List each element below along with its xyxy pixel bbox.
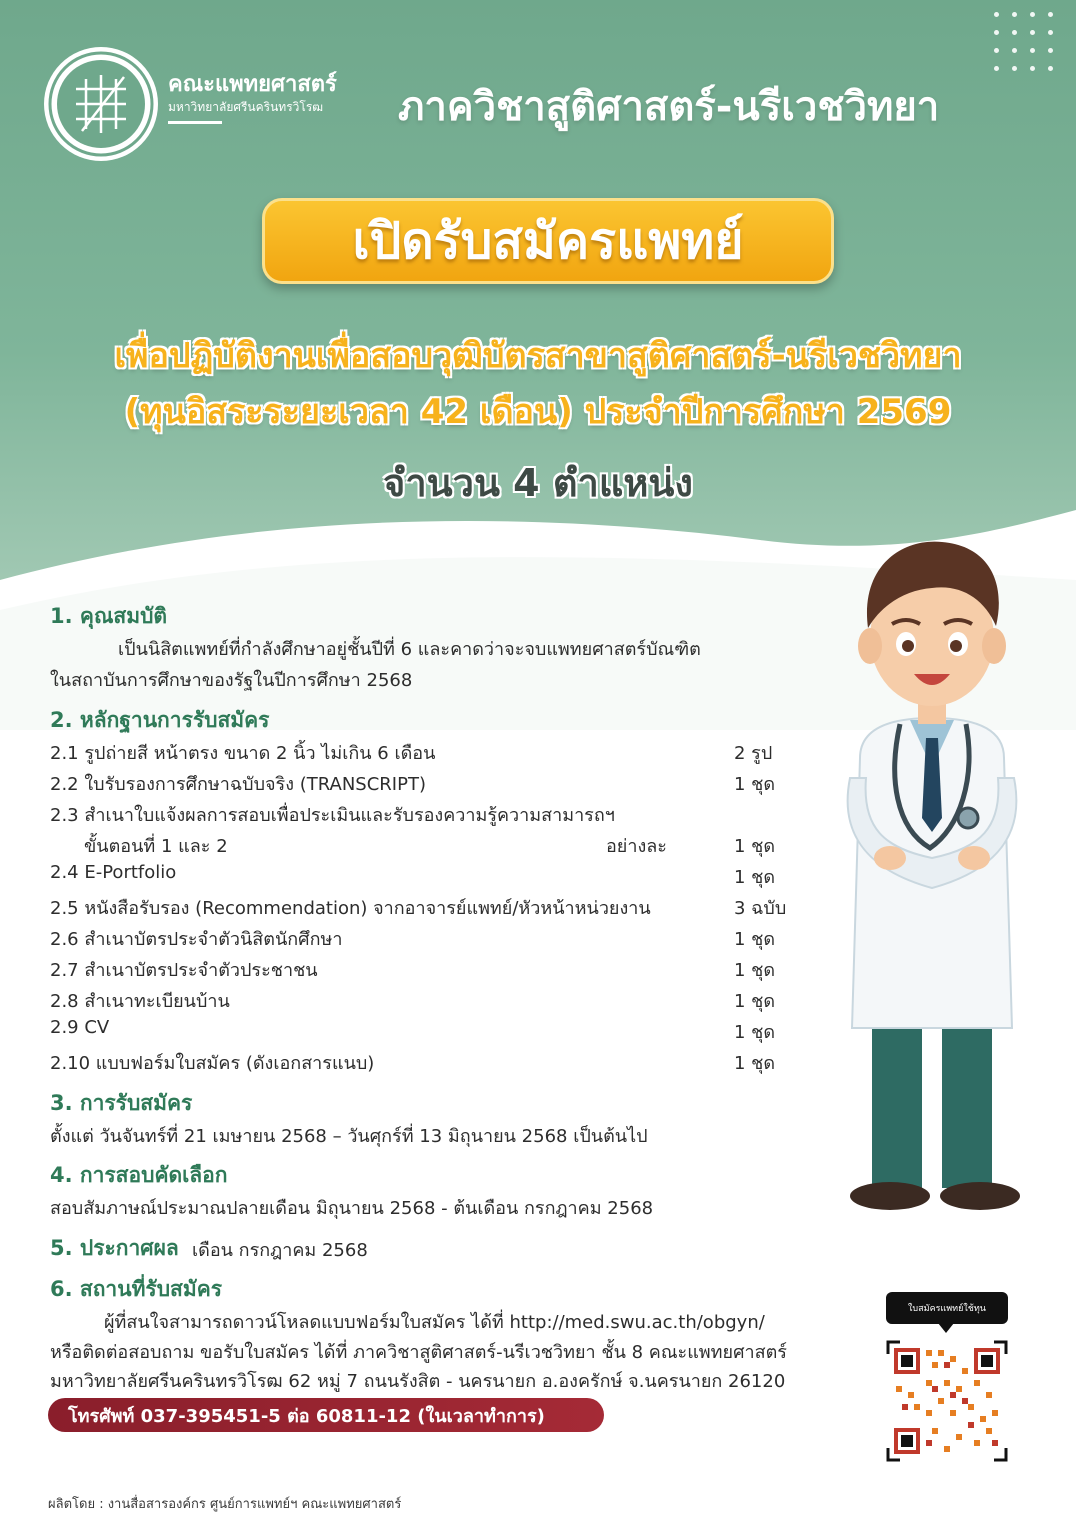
document-qty: 1 ชุด: [734, 991, 776, 1012]
phone-bar: [48, 1398, 604, 1432]
footer-credit: ผลิตโดย : งานสื่อสารองค์กร ศูนย์การแพทย์ฯ คณะแพทยศาสตร์: [48, 1497, 402, 1512]
document-qty: 1 ชุด: [734, 774, 776, 795]
phone-number: โทรศัพท์ 037-395451-5 ต่อ 60811-12 (ในเวลาทำการ): [68, 1405, 545, 1427]
document-item: 2.1 รูปถ่ายสี หน้าตรง ขนาด 2 นิ้ว ไม่เกิน 6 เดือน: [50, 743, 436, 764]
document-qty: 2 รูป: [734, 743, 773, 764]
document-item: 2.10 แบบฟอร์มใบสมัคร (ดังเอกสารแนบ): [50, 1053, 375, 1074]
location-line-1: ผู้ที่สนใจสามารถดาวน์โหลดแบบฟอร์มใบสมัคร ได้ที่ http://med.swu.ac.th/obgyn/: [104, 1312, 765, 1333]
document-item: ขั้นตอนที่ 1 และ 2: [84, 836, 228, 857]
qualification-line-1: เป็นนิสิตแพทย์ที่กำลังศึกษาอยู่ชั้นปีที่ 6 และคาดว่าจะจบแพทยศาสตร์บัณฑิต: [118, 639, 701, 660]
faculty-name: คณะแพทยศาสตร์: [168, 72, 337, 97]
department-title: ภาควิชาสูติศาสตร์-นรีเวชวิทยา: [398, 84, 940, 130]
document-qty: 3 ฉบับ: [734, 898, 787, 919]
document-item: 2.4 E-Portfolio: [50, 862, 177, 883]
document-qty: 1 ชุด: [734, 836, 776, 857]
document-item: 2.2 ใบรับรองการศึกษาฉบับจริง (TRANSCRIPT): [50, 774, 426, 795]
open-recruitment-label: เปิดรับสมัครแพทย์: [352, 211, 744, 270]
document-item: 2.5 หนังสือรับรอง (Recommendation) จากอาจารย์แพทย์/หัวหน้าหน่วยงาน: [50, 898, 651, 919]
document-item: 2.7 สำเนาบัตรประจำตัวประชาชน: [50, 960, 318, 981]
document-note: อย่างละ: [606, 836, 667, 857]
document-qty: 1 ชุด: [734, 867, 776, 888]
document-qty: 1 ชุด: [734, 960, 776, 981]
logo-underline: [168, 121, 222, 124]
document-qty: 1 ชุด: [734, 1022, 776, 1043]
subtitle-line-1: เพื่อปฏิบัติงานเพื่อสอบวุฒิบัตรสาขาสูติศาสตร์-นรีเวชวิทยา: [114, 336, 962, 376]
selection-period: สอบสัมภาษณ์ประมาณปลายเดือน มิถุนายน 2568 - ต้นเดือน กรกฎาคม 2568: [50, 1198, 654, 1219]
section-selection-heading: 4. การสอบคัดเลือก: [50, 1163, 228, 1187]
document-item: 2.3 สำเนาใบแจ้งผลการสอบเพื่อประเมินและรับรองความรู้ความสามารถฯ: [50, 805, 615, 826]
section-qualification-heading: 1. คุณสมบัติ: [50, 604, 168, 628]
document-item: 2.8 สำเนาทะเบียนบ้าน: [50, 991, 230, 1012]
section-announcement-heading: 5. ประกาศผล: [50, 1236, 179, 1260]
location-line-3: มหาวิทยาลัยศรีนครินทรวิโรฒ 62 หมู่ 7 ถนนรังสิต - นครนายก อ.องครักษ์ จ.นครนายก 26120: [50, 1371, 786, 1392]
open-recruitment-badge: [262, 198, 834, 284]
qualification-line-2: ในสถาบันการศึกษาของรัฐในปีการศึกษา 2568: [50, 670, 413, 691]
application-period: ตั้งแต่ วันจันทร์ที่ 21 เมษายน 2568 – วันศุกร์ที่ 13 มิถุนายน 2568 เป็นต้นไป: [50, 1126, 648, 1147]
qr-label-bubble: ใบสมัครแพทย์ใช้ทุน: [886, 1292, 1008, 1324]
qr-code-icon[interactable]: [886, 1340, 1008, 1462]
document-item: 2.6 สำเนาบัตรประจำตัวนิสิตนักศึกษา: [50, 929, 343, 950]
section-application-heading: 3. การรับสมัคร: [50, 1091, 193, 1115]
subtitle-line-2: (ทุนอิสระระยะเวลา 42 เดือน) ประจำปีการศึกษา 2569: [124, 392, 952, 432]
positions-count: จำนวน 4 ตำแหน่ง: [383, 461, 693, 505]
doctor-illustration-icon: [820, 528, 1060, 1228]
qr-bubble-tail: [938, 1323, 954, 1333]
announcement-date: เดือน กรกฎาคม 2568: [192, 1240, 368, 1261]
document-qty: 1 ชุด: [734, 1053, 776, 1074]
document-qty: 1 ชุด: [734, 929, 776, 950]
section-documents-heading: 2. หลักฐานการรับสมัคร: [50, 708, 270, 732]
university-name: มหาวิทยาลัยศรีนครินทรวิโรฒ: [168, 100, 324, 114]
document-item: 2.9 CV: [50, 1017, 110, 1038]
decorative-dots-icon: [994, 12, 1058, 76]
section-location-heading: 6. สถานที่รับสมัคร: [50, 1277, 223, 1301]
location-line-2: หรือติดต่อสอบถาม ขอรับใบสมัคร ได้ที่ ภาควิชาสูติศาสตร์-นรีเวชวิทยา ชั้น 8 คณะแพทยศาสตร์: [50, 1342, 787, 1363]
faculty-logo-icon: [42, 45, 160, 163]
